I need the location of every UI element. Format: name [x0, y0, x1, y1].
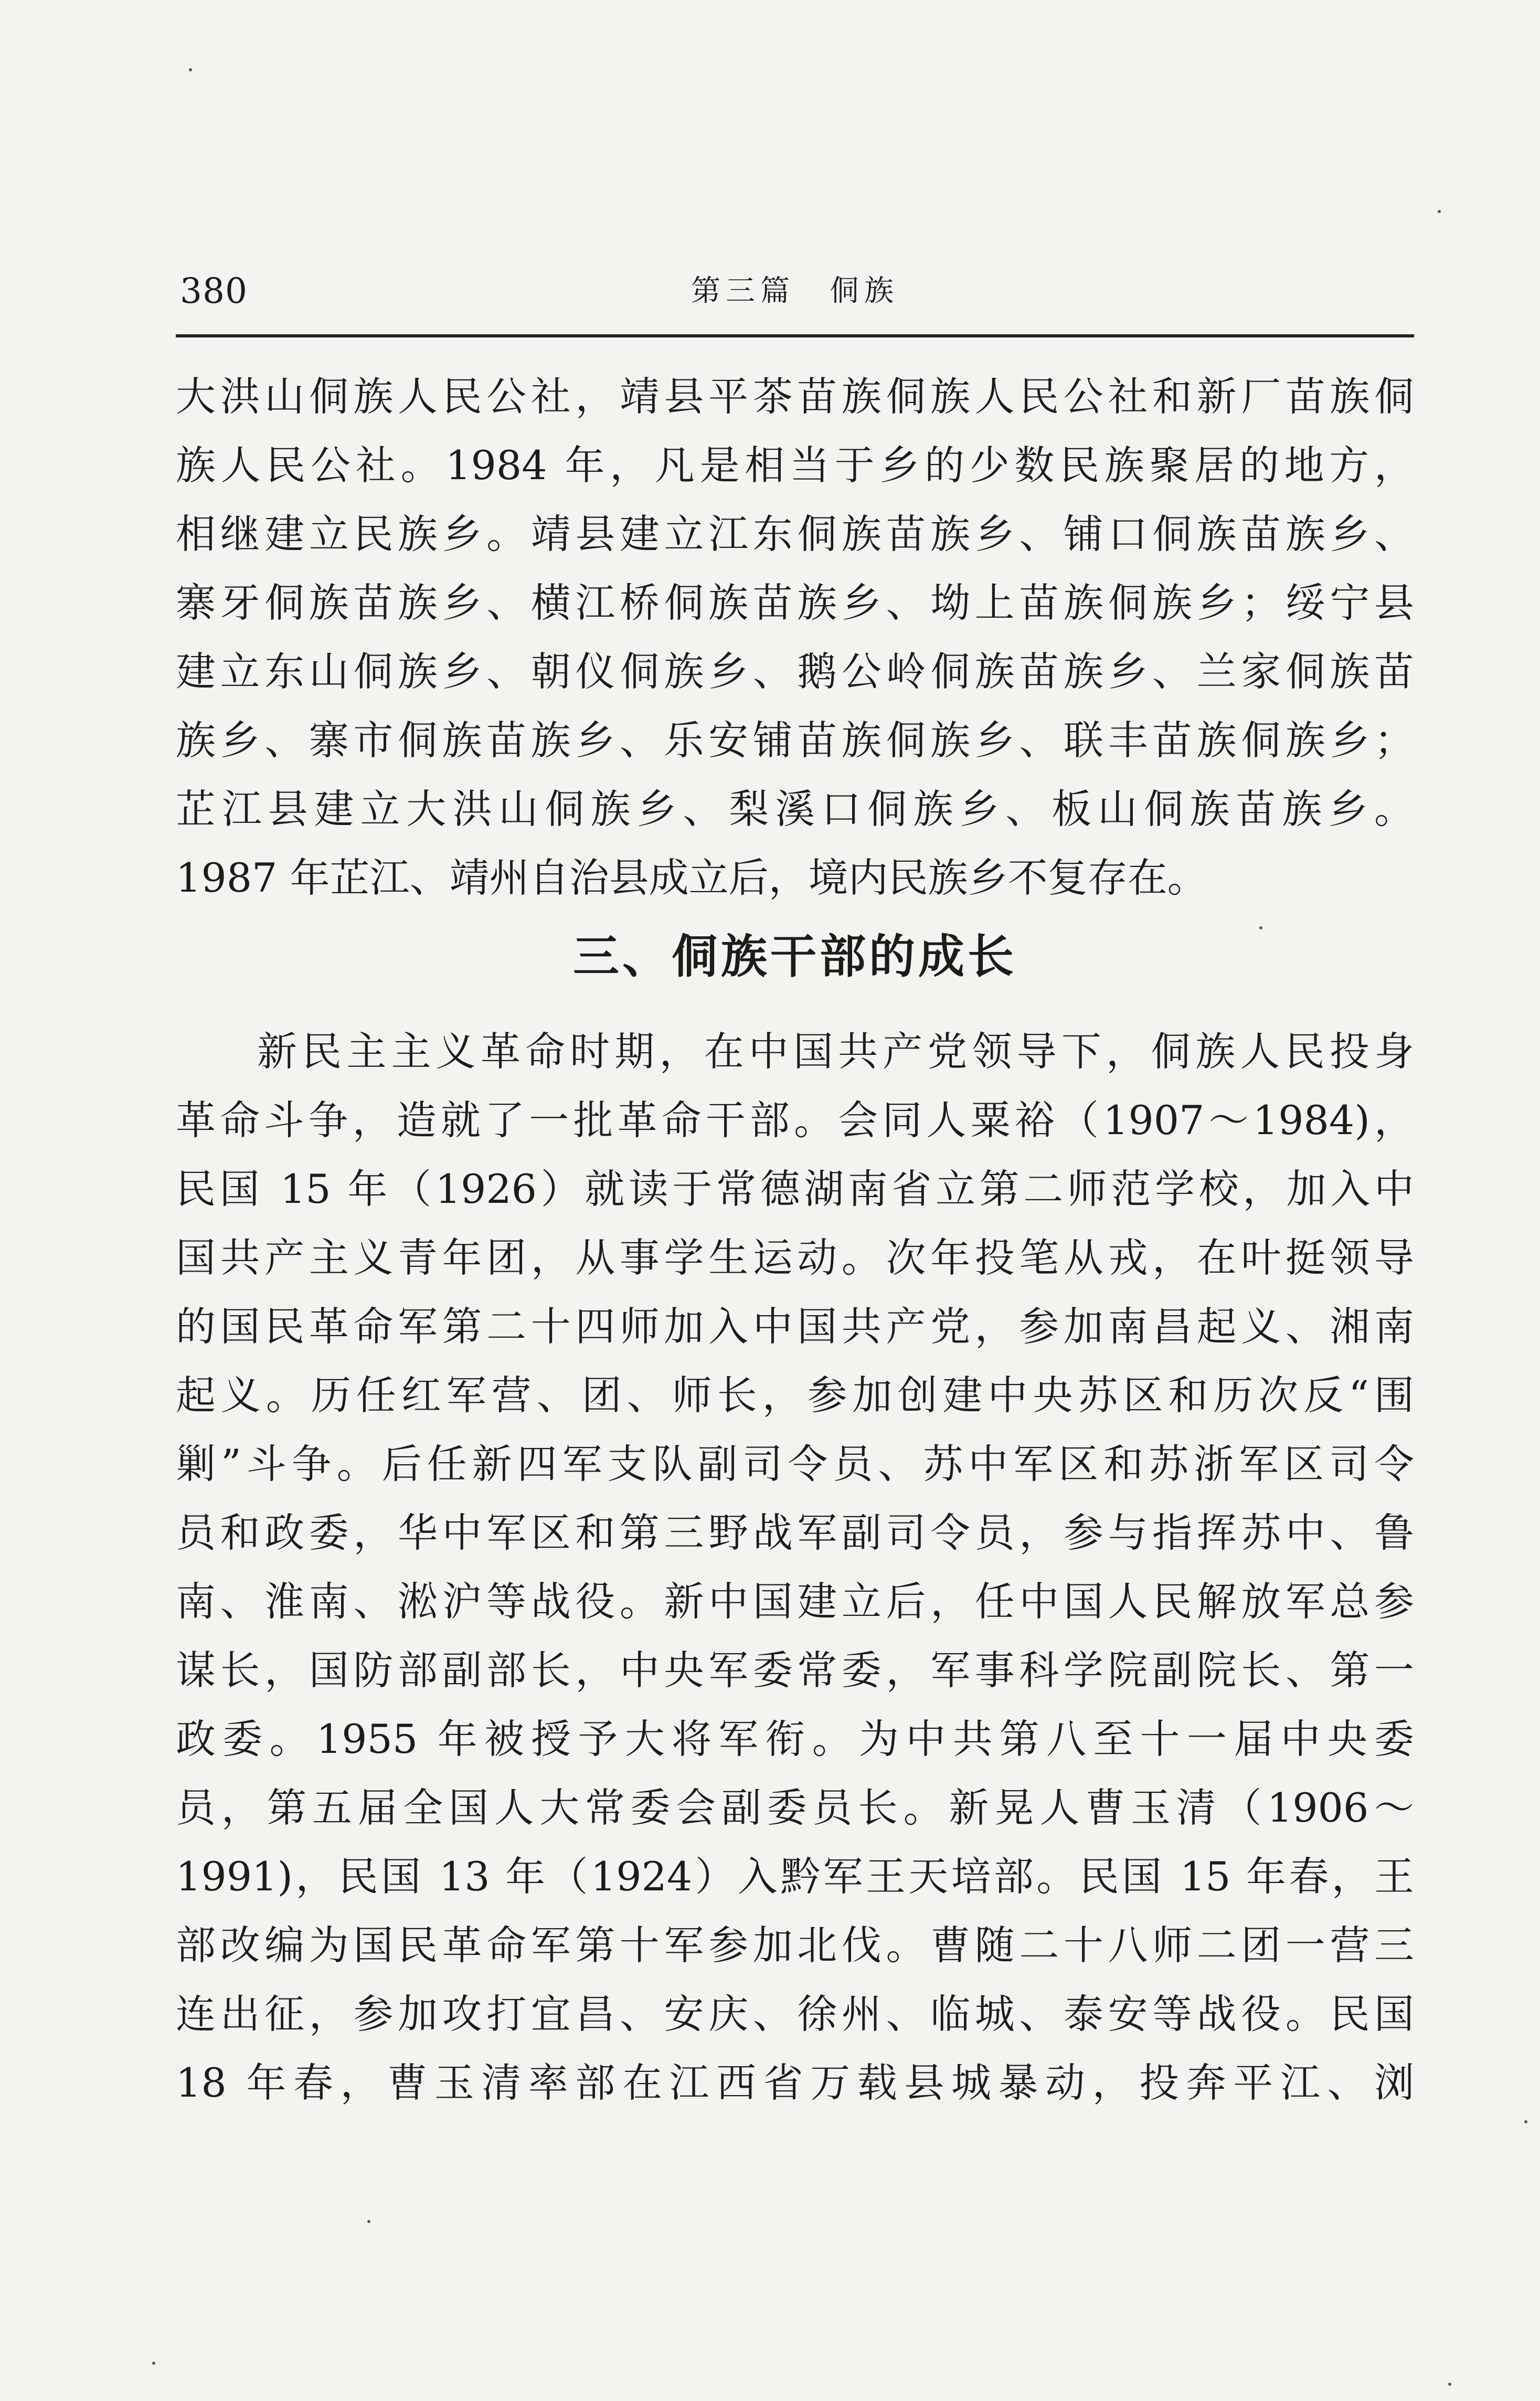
- scan-speck: [1438, 210, 1441, 213]
- text-line: 员和政委，华中军区和第三野战军副司令员，参与指挥苏中、鲁: [176, 1509, 1414, 1556]
- text-line: 芷江县建立大洪山侗族乡、梨溪口侗族乡、板山侗族苗族乡。: [176, 786, 1414, 832]
- text-line: 剿”斗争。后任新四军支队副司令员、苏中军区和苏浙军区司令: [176, 1441, 1414, 1487]
- scan-speck: [152, 2362, 155, 2365]
- text-line: 1987 年芷江、靖州自治县成立后，境内民族乡不复存在。: [176, 854, 1207, 901]
- text-line: 18 年春，曹玉清率部在江西省万载县城暴动，投奔平江、浏: [176, 2059, 1414, 2106]
- scan-speck: [367, 2220, 370, 2223]
- text-line: 起义。历任红军营、团、师长，参加创建中央苏区和历次反“围: [176, 1372, 1414, 1419]
- text-line: 的国民革命军第二十四师加入中国共产党，参加南昌起义、湘南: [176, 1303, 1414, 1350]
- scan-speck: [1524, 2120, 1527, 2123]
- text-line: 1991)，民国 13 年（1924）入黔军王天培部。民国 15 年春，王: [176, 1853, 1414, 1900]
- text-line: 国共产主义青年团，从事学生运动。次年投笔从戎，在叶挺领导: [176, 1234, 1414, 1281]
- text-line: 革命斗争，造就了一批革命干部。会同人粟裕（1907～1984)，: [176, 1097, 1414, 1144]
- text-line: 相继建立民族乡。靖县建立江东侗族苗族乡、铺口侗族苗族乡、: [176, 511, 1414, 557]
- chapter-title: 第三篇 侗族: [691, 274, 899, 308]
- text-line: 南、淮南、淞沪等战役。新中国建立后，任中国人民解放军总参: [176, 1578, 1414, 1625]
- text-line: 民国 15 年（1926）就读于常德湖南省立第二师范学校，加入中: [176, 1166, 1414, 1212]
- running-header: [176, 265, 1414, 328]
- paragraph-1: [176, 362, 1414, 912]
- text-line: 政委。1955 年被授予大将军衔。为中共第八至十一届中央委: [176, 1716, 1414, 1762]
- scan-speck: [1448, 2383, 1451, 2386]
- text-line: 员，第五届全国人大常委会副委员长。新晃人曹玉清（1906～: [176, 1784, 1414, 1831]
- page-number: 380: [180, 271, 248, 311]
- text-line: 族人民公社。1984 年，凡是相当于乡的少数民族聚居的地方，: [176, 442, 1414, 489]
- text-line: 部改编为国民革命军第十军参加北伐。曹随二十八师二团一营三: [176, 1922, 1414, 1969]
- text-line: 谋长，国防部副部长，中央军委常委，军事科学院副院长、第一: [176, 1647, 1414, 1694]
- text-line: 寨牙侗族苗族乡、横江桥侗族苗族乡、坳上苗族侗族乡；绥宁县: [176, 579, 1414, 626]
- text-line: 连出征，参加攻打宜昌、安庆、徐州、临城、泰安等战役。民国: [176, 1991, 1414, 2037]
- paragraph-2: [176, 1017, 1414, 2117]
- text-line: 大洪山侗族人民公社，靖县平茶苗族侗族人民公社和新厂苗族侗: [176, 373, 1414, 420]
- text-line: 建立东山侗族乡、朝仪侗族乡、鹅公岭侗族苗族乡、兰家侗族苗: [176, 648, 1414, 695]
- section-heading: 三、侗族干部的成长: [572, 929, 1017, 983]
- scan-speck: [189, 68, 192, 71]
- scan-speck: [1259, 926, 1262, 929]
- text-line: 新民主主义革命时期，在中国共产党领导下，侗族人民投身: [257, 1028, 1414, 1075]
- header-rule: [176, 334, 1414, 337]
- text-line: 族乡、寨市侗族苗族乡、乐安铺苗族侗族乡、联丰苗族侗族乡；: [176, 717, 1414, 764]
- body-text: [176, 362, 1414, 2117]
